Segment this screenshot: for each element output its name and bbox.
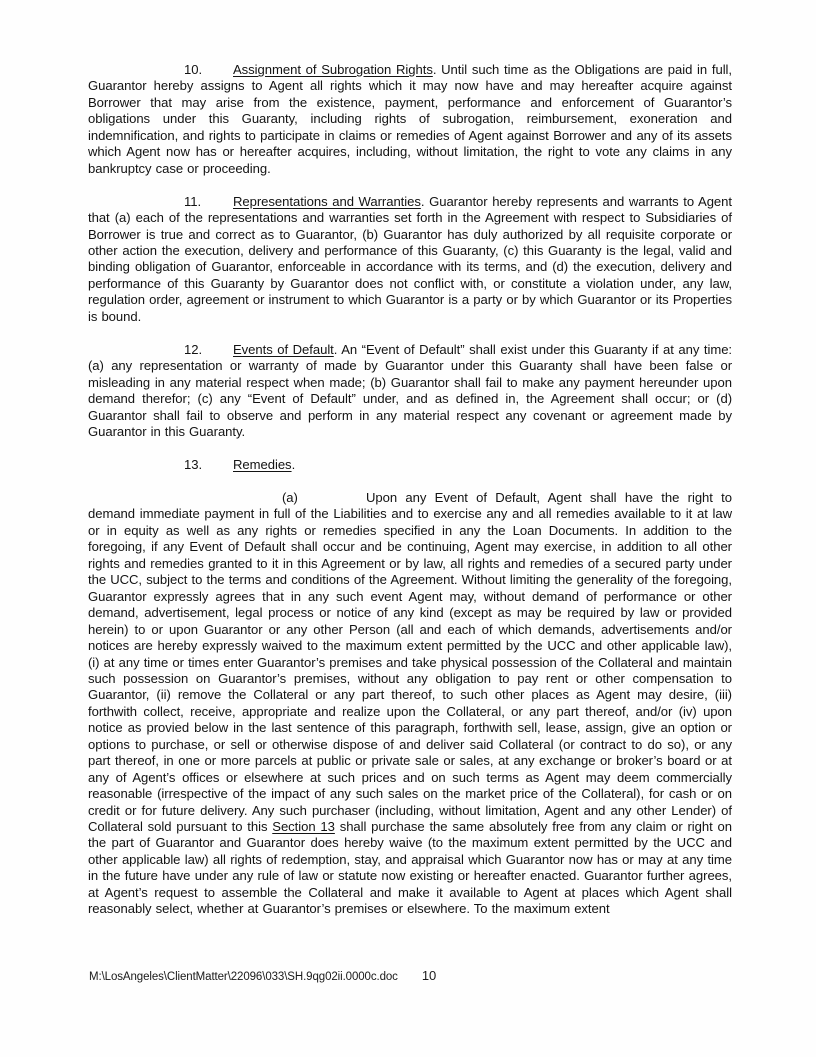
paragraph-12-text: An “Event of Default” shall exist under this Guaranty if at any time: (a) any representation or warranty of made by Guarantor under this Guaranty shall have been false or misleading in any material respect when made; (b) Guarantor shall fail to make any payment hereunder upon demand therefor; (c) any “Event of Default” under, and as defined in, the Agreement shall occur; or (d) Guarantor shall fail to observe and perform in any material respect any covenant or agreement made by Guarantor in this Guaranty.: [88, 341, 733, 440]
paragraph-12-heading-period: .: [333, 341, 342, 357]
paragraph-13a-text-part2: shall purchase the same absolutely free from any claim or right on the part of Guarantor and Guarantor does hereby waive (to the maximum extent permitted by the UCC and other applicable law) all rights of redemption, stay, and appraisal which Guarantor now has or may at any time in the future have under any rule of law or statute now existing or hereafter enacted. Guarantor further agrees, at Agent’s request to assemble the Collateral and make it available to Agent at places which Agent shall reasonably select, whether at Guarantor’s premises or elsewhere. To the maximum extent: [88, 819, 732, 917]
paragraph-12-number: 12.: [184, 341, 203, 357]
paragraph-10-number: 10.: [184, 62, 203, 77]
section-13-reference: Section 13: [272, 819, 335, 835]
paragraph-13a-text-part1: Upon any Event of Default, Agent shall have the right to demand immediate payment in full of the Liabilities and to exercise any and all remedies available to it at law or in equity as well as any rights or remedies specified in any the Loan Documents. In addition to the foregoing, if any Event of Default shall occur and be continuing, Agent may exercise, in addition to all other rights and remedies granted to it in this Agreement or by law, all rights and remedies of a secured party under the UCC, subject to the terms and conditions of the Agreement. Without limiting the generality of the foregoing, Guarantor expressly agrees that in any such event Agent may, without demand of performance or other demand, advertisement, legal process or notice of any kind (except as may be required by law or provided herein) to or upon Guarantor or any other Person (all and each of which demands, advertisements and/or notices are hereby expressly waived to the maximum extent permitted by the UCC and other applicable law), (i) at any time or times enter Guarantor’s premises and take physical possession of the Collateral and maintain such possession on Guarantor’s premises, without any obligation to pay rent or other compensation to Guarantor, (ii) remove the Collateral or any part thereof, to such other places as Agent may desire, (iii) forthwith collect, receive, appropriate and realize upon the Collateral, or any part thereof, and/or (iv) upon notice as provied below in the last sentence of this paragraph, forthwith sell, lease, assign, give an option or options to purchase, or sell or otherwise dispose of and deliver said Collateral (or contract to do so), or any part thereof, in one or more parcels at public or private sale or sales, at any exchange or broker’s board or at any of Agent’s offices or elsewhere at such prices and on such terms as Agent may deem commercially reasonable (irrespective of the impact of any such sales on the market price of the Collateral), for cash or on credit or for future delivery. Any such purchaser (including, without limitation, Agent and any other Lender) of Collateral sold pursuant to this: [88, 489, 732, 835]
document-file-path: M:\LosAngeles\ClientMatter\22096\033\SH.9qg02ii.0000c.doc: [89, 971, 398, 983]
paragraph-11: [88, 194, 732, 326]
paragraph-11-number: 11.: [184, 193, 202, 209]
paragraph-13-heading-period: .: [291, 457, 296, 473]
paragraph-12: [88, 342, 732, 441]
paragraph-10: [88, 62, 732, 177]
paragraph-13a: [88, 490, 732, 918]
paragraph-11-text: Guarantor hereby represents and warrants to Agent that (a) each of the representations and warranties set forth in the Agreement with respect to Subsidiaries of Borrower is true and correct as to Guarantor, (b) Guarantor has duly authorized by all requisite corporate or other action the execution, delivery and performance of this Guaranty, (c) this Guaranty is the legal, valid and binding obligation of Guarantor, enforceable in accordance with its terms, and (d) the execution, delivery and performance of this Guaranty by Guarantor does not conflict with, or constitute a violation under, any law, regulation order, agreement or instrument to which Guarantor is a party or by which Guarantor or its Properties is bound.: [88, 193, 732, 324]
paragraph-13: [88, 457, 732, 473]
paragraph-13a-marker: (a): [282, 489, 298, 505]
paragraph-11-heading-period: .: [420, 193, 430, 209]
paragraph-11-heading: Representations and Warranties: [233, 193, 421, 209]
paragraph-12-heading: Events of Default: [233, 341, 334, 357]
paragraph-10-heading: Assignment of Subrogation Rights: [233, 62, 433, 77]
document-body: [88, 62, 732, 918]
page-number: 10: [421, 968, 437, 983]
paragraph-10-heading-period: .: [432, 62, 442, 77]
paragraph-13-number: 13.: [184, 457, 203, 473]
paragraph-10-text: Until such time as the Obligations are paid in full, Guarantor hereby assigns to Agent all rights which it may now have and may hereafter acquire against Borrower that may arise from the existence, payment, performance and enforcement of Guarantor’s obligations under this Guaranty, including rights of subrogation, reimbursement, exoneration and indemnification, and rights to participate in claims or remedies of Agent against Borrower and any of its assets which Agent now has or hereafter acquires, including, without limitation, the right to vote any claims in any bankruptcy case or proceeding.: [88, 62, 733, 176]
paragraph-13-heading: Remedies: [233, 457, 292, 473]
page-footer: [89, 968, 436, 983]
